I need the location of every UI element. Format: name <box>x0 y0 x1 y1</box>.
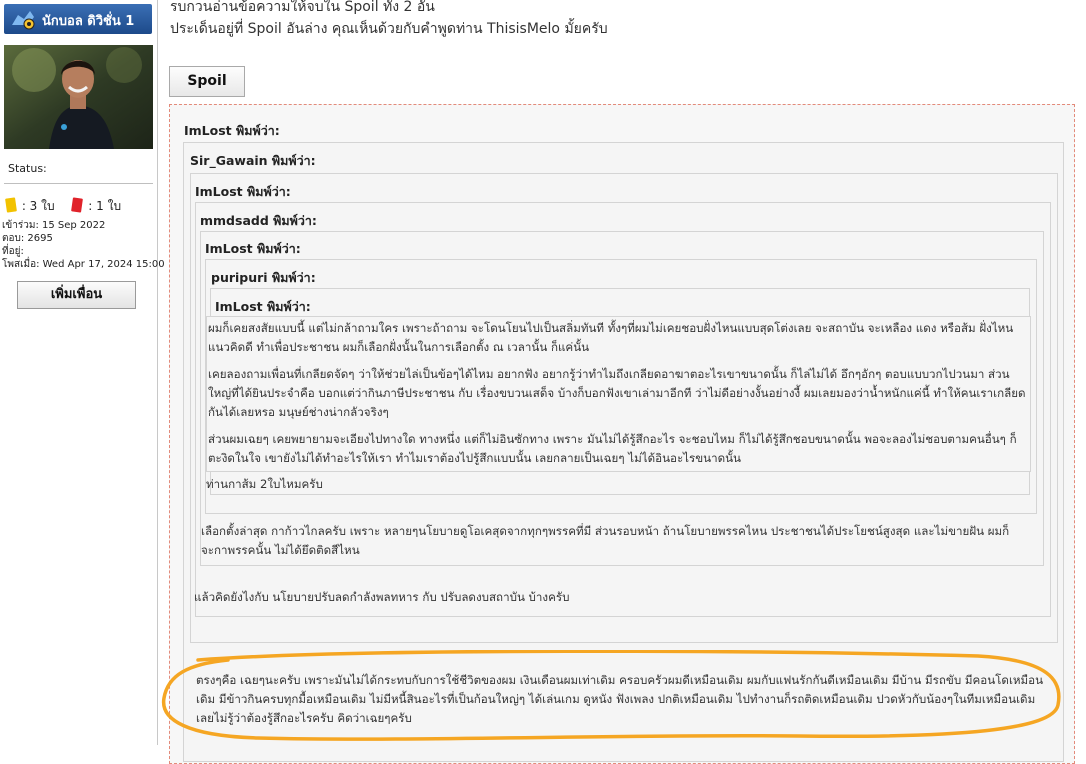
avatar[interactable] <box>4 45 153 149</box>
quote-block <box>205 259 1037 514</box>
quote-block <box>190 173 1058 643</box>
rank-label: นักบอล ดิวิชั่น 1 <box>42 14 135 29</box>
posted-time: โพสเมื่อ: Wed Apr 17, 2024 15:00 <box>2 259 165 270</box>
location: ที่อยู่: <box>2 246 24 257</box>
yellow-card-count: : 3 ใบ <box>21 199 55 213</box>
yellow-card-icon <box>5 197 17 212</box>
reply-count: ตอบ: 2695 <box>2 233 53 244</box>
quote-header: ImLost พิมพ์ว่า: <box>205 241 301 256</box>
post-line-1: รบกวนอ่านข้อความให้จบใน Spoil ทั้ง 2 อัน <box>170 0 435 15</box>
user-profile-pane <box>0 0 165 745</box>
reply-text: เลือกตั้งล่าสุด กาก้าวไกลครับ เพราะ หลายๆนโยบายดูโอเคสุดจากทุกๆพรรคที่มี ส่วนรอบหน้า ถ้านโยบายพรรคไหน ประชาชนได้ประโยชน์สูงสุด และไม่ขายฝัน ผมก็จะกาพรรคนั้น ไม่ได้ยึดติดสีไหน <box>201 524 1010 557</box>
quote-header: mmdsadd พิมพ์ว่า: <box>200 213 317 228</box>
red-card-icon <box>72 197 84 212</box>
divider <box>4 183 153 184</box>
quote-header: ImLost พิมพ์ว่า: <box>215 299 311 314</box>
reply-text: ท่านกาส้ม 2ใบไหมครับ <box>206 477 323 491</box>
spoil-button[interactable]: Spoil <box>169 66 245 97</box>
spoil-content <box>169 104 1075 764</box>
quote-paragraph: ผมก็เคยสงสัยแบบนี้ แต่ไม่กล้าถามใคร เพราะถ้าถาม จะโดนโยนไปเป็นสลิ่มทันที ทั้งๆที่ผมไม่เคยชอบฝั่งไหนแบบสุดโต่งเลย จะสถาบัน จะเหลือง แดง หรือส้ม ฝั่งไหนแนวคิดดี ทำเพื่อประชาชน ผมก็เลือกฝั่งนั้นในการเลือกตั้ง ณ เวลานั้น ก็แค่นั้น <box>208 321 1014 354</box>
quote-header: ImLost พิมพ์ว่า: <box>184 123 280 138</box>
card-counts <box>6 197 121 216</box>
quote-block <box>210 288 1030 495</box>
status-label: Status: <box>8 162 47 175</box>
quote-header: ImLost พิมพ์ว่า: <box>195 184 291 199</box>
post-line-2: ประเด็นอยู่ที่ Spoil อันล่าง คุณเห็นด้วยกับคำพูดท่าน ThisisMelo มั้ยครับ <box>170 21 608 37</box>
red-card-count: : 1 ใบ <box>88 199 122 213</box>
football-player-icon <box>10 7 38 31</box>
reply-text-highlighted: ตรงๆคือ เฉยๆนะครับ เพราะมันไม่ได้กระทบกับการใช้ชีวิตของผม เงินเดือนผมเท่าเดิม ครอบครัวผมดีเหมือนเดิม ผมกับแฟนรักกันดีเหมือนเดิม มีบ้าน มีรถขับ มีคอนโดเหมือนเดิม มีข้าวกินครบทุกมื้อเหมือนเดิม ไม่มีหนี้สินอะไรที่เป็นก้อนใหญ่ๆ ได้เล่นเกม ดูหนัง ฟังเพลง ปกติเหมือนเดิม ไปทำงานก็รถติดเหมือนเดิม ปวดหัวกับน้องๆในทีมเหมือนเดิม เลยไม่รู้ว่าต้องรู้สึกอะไรครับ คิดว่าเฉยๆครับ <box>196 673 1044 725</box>
quote-block <box>183 142 1064 762</box>
reply-text: แล้วคิดยังไงกับ นโยบายปรับลดกำลังพลทหาร กับ ปรับลดงบสถาบัน บ้างครับ <box>194 590 570 604</box>
quote-header: Sir_Gawain พิมพ์ว่า: <box>190 153 316 168</box>
post-intro <box>170 0 608 40</box>
quote-block <box>200 231 1044 566</box>
joined-date: เข้าร่วม: 15 Sep 2022 <box>2 220 106 231</box>
quote-paragraph: เคยลองถามเพื่อนที่เกลียดจัดๆ ว่าให้ช่วยไล่เป็นข้อๆได้ไหม อยากฟัง อยากรู้ว่าทำไมถึงเกลียดอาฆาตอะไรเขาขนาดนั้น ก็ไล่ไม่ได้ อึกๆอักๆ ตอบแบบวกไปวนมา ส่วนใหญ่ที่ได้ยินประจำคือ บอกแต่ว่ากินภาษีประชาชน กับ เรื่องขบวนเสด็จ บ้างก็บอกฟังเขาเล่ามาอีกที ว่าไม่ดีอย่างงั้นอย่างงี้ ผมเลยมองว่าน้ำหนักแค่นี้ ทำให้คนเราเกลียดกันได้เลยหรอ มนุษย์ช่างน่ากลัวจริงๆ <box>208 367 1026 419</box>
quote-block <box>206 316 1031 472</box>
quote-paragraph: ส่วนผมเฉยๆ เคยพยายามจะเอียงไปทางใด ทางหนึ่ง แต่ก็ไม่อินซักทาง เพราะ มันไม่ได้รู้สึกอะไร จะชอบไหม ก็ไม่ได้รู้สึกชอบขนาดนั้น พอจะลองไม่ชอบตามคนอื่นๆ ก็ตะงิดในใจ เขายังไม่ได้ทำอะไรให้เรา ทำไมเราต้องไปรู้สึกแบบนั้น เลยกลายเป็นเฉยๆ ไม่ได้อินอะไรขนาดนั้น <box>208 432 1017 465</box>
add-friend-button[interactable]: เพิ่มเพื่อน <box>17 281 136 309</box>
quote-block <box>195 202 1051 617</box>
quote-header: puripuri พิมพ์ว่า: <box>211 270 316 285</box>
rank-badge <box>4 4 152 34</box>
